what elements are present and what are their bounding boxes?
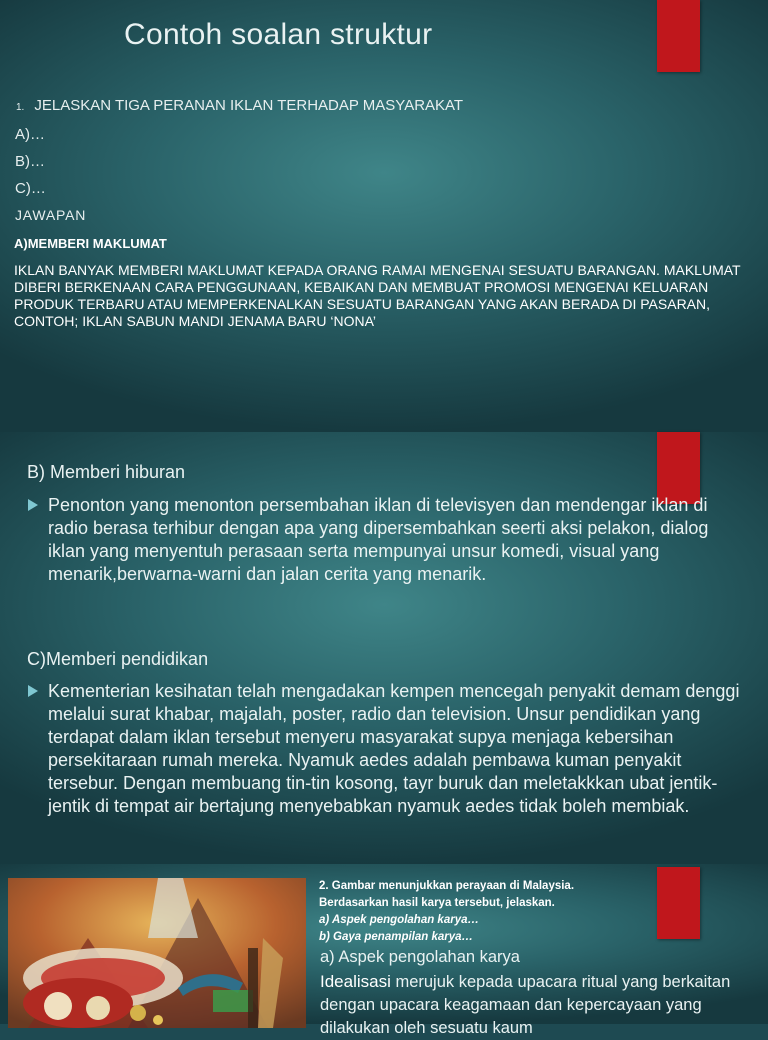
bullet-arrow-icon	[28, 685, 38, 697]
question-number: 1.	[16, 102, 25, 113]
option-c: C)…	[15, 180, 46, 197]
slide-2	[0, 432, 768, 864]
section-c-bullet	[28, 680, 740, 818]
festival-painting-image	[8, 878, 306, 1028]
answer-label: JAWAPAN	[15, 207, 87, 223]
section-c-text: Kementerian kesihatan telah mengadakan kempen mencegah penyakit demam denggi melalui surat khabar, majalah, poster, radio dan television. Unsur pendidikan yang terdapat dalam iklan tersebut menyeru masyarakat supya menjaga kebersihan persekitaraan rumah mereka. Nyamuk aedes adalah pembawa kuman penyakit tersebur. Dengan membuang tin-tin kosong, tayr buruk dan meletakkkan ubat jentik-jentik di tempat air bertajung menyebabkan nyamuk aedes tidak boleh membiak.	[48, 681, 740, 816]
slide-3	[0, 864, 768, 1037]
question-1	[16, 97, 463, 114]
q2-sub-b: b) Gaya penampilan karya…	[319, 931, 474, 943]
section-b-bullet	[28, 494, 740, 586]
answer-sub-a: a) Aspek pengolahan karya	[320, 948, 520, 966]
option-a: A)…	[15, 126, 45, 143]
accent-bar	[657, 867, 700, 939]
idealisasi-paragraph	[320, 970, 760, 1040]
accent-bar	[657, 0, 700, 72]
section-b-text: Penonton yang menonton persembahan iklan di televisyen dan mendengar iklan di radio berasa terhibur dengan apa yang dipersembahkan seerti aksi pelakon, dialog iklan yang menyentuh perasaan serta mempunyai unsur komedi, visual yang menarik,berwarna-warni dan jalan cerita yang menarik.	[48, 495, 709, 584]
idealisasi-term: Idealisasi	[320, 972, 391, 991]
option-b: B)…	[15, 153, 45, 170]
section-c-title: C)Memberi pendidikan	[27, 649, 209, 669]
q2-line-1: 2. Gambar menunjukkan perayaan di Malaysia.	[319, 880, 575, 892]
answer-body: IKLAN BANYAK MEMBERI MAKLUMAT KEPADA ORANG RAMAI MENGENAI SESUATU BARANGAN. MAKLUMAT DIBERI BERKENAAN CARA PENGGUNAAN, KEBAIKAN DAN MEMBUAT PROMOSI MENGENAI KELUARAN PRODUK TERBARU ATAU MEMPERKENALKAN SESUATU BARANGAN YANG AKAN BERADA DI PASARAN, CONTOH; IKLAN SABUN MANDI JENAMA BARU ‘NONA’	[14, 262, 741, 329]
question-text: JELASKAN TIGA PERANAN IKLAN TERHADAP MASYARAKAT	[34, 97, 464, 114]
slide-title: Contoh soalan struktur	[124, 18, 433, 51]
bullet-arrow-icon	[28, 499, 38, 511]
idealisasi-text: merujuk kepada upacara ritual yang berkaitan dengan upacara keagamaan dan kepercayaan yang dilakukan oleh sesuatu kaum	[320, 973, 731, 1037]
q2-line-2: Berdasarkan hasil karya tersebut, jelaskan.	[319, 897, 555, 909]
q2-sub-a: a) Aspek pengolahan karya…	[319, 914, 479, 926]
festival-painting	[8, 878, 306, 1028]
question-2	[319, 878, 659, 946]
answer-heading: A)MEMBERI MAKLUMAT	[14, 236, 167, 251]
slide-1	[0, 0, 768, 432]
section-b-title: B) Memberi hiburan	[27, 462, 186, 482]
